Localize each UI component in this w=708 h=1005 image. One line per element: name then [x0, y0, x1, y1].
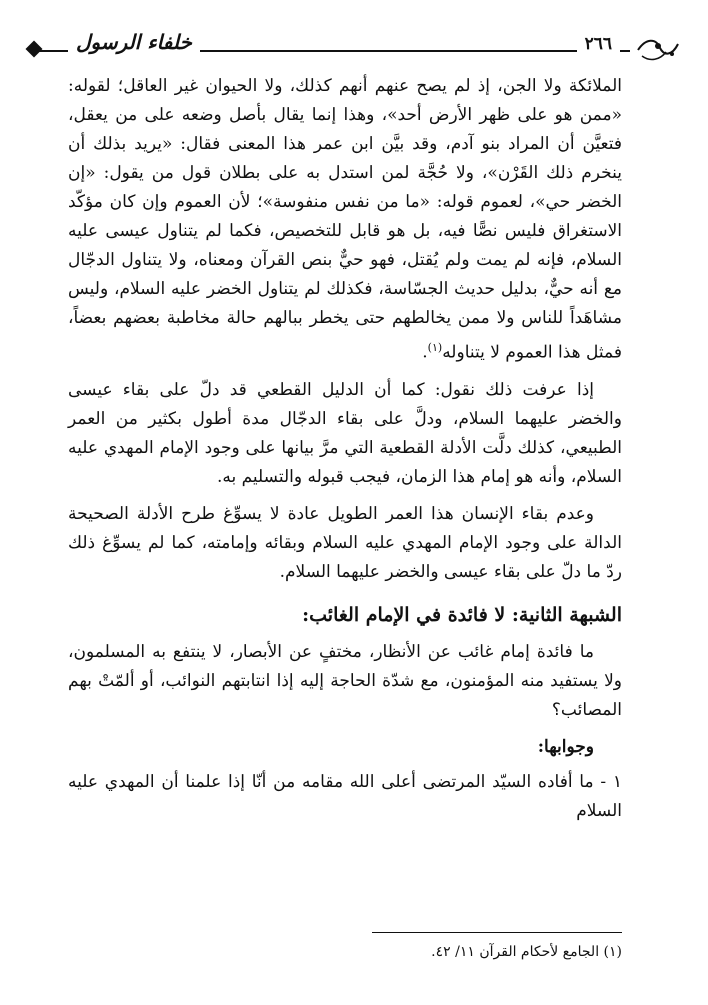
page-number: ٢٦٦	[577, 34, 620, 54]
section-heading: الشبهة الثانية: لا فائدة في الإمام الغائب:	[302, 603, 622, 626]
page-body	[68, 72, 622, 834]
line: كذلك دلَّت الأدلة القطعية التي مرَّ بيانها على وجود الإمام المهدي عليه السلام، وأنه هو	[68, 437, 622, 487]
line: الاستغراق فليس نصًّا فيه، بل هو قابل للتخصيص، فكما لم يتناول عيسى عليه السلام،	[68, 221, 622, 270]
paragraph-4	[68, 638, 622, 725]
line: والخضر عليهما السلام، ودلَّ على بقاء الدجّال مدة أطول بكثير من العمر الطبيعي،	[68, 408, 622, 458]
line: إمام هذا الزمان، فيجب قبوله والتسليم به.	[216, 466, 511, 487]
ornament-icon	[636, 34, 680, 64]
line: «ممن هو على ظهر الأرض أحد»، وهذا إنما يقال بأصل وضعه على من يعقل،	[68, 105, 622, 125]
diamond-icon	[26, 41, 43, 58]
line: إذا عرفت ذلك نقول: كما أن الدليل القطعي قد دلّ على بقاء عيسى	[68, 379, 594, 400]
line: الصحيحة الدالة على وجود الإمام المهدي عليه السلام وبقائه وإمامته، كما لم يسوِّغ ذلك	[68, 503, 622, 553]
page-header	[28, 30, 680, 64]
line-end: .	[422, 342, 428, 363]
running-title: خلفاء الرسول	[68, 30, 200, 54]
line: ردّ ما دلّ على بقاء عيسى والخضر عليهما السلام.	[279, 561, 622, 582]
line: ذلك القَرْن»، ولا حُجَّة لمن استدل به على بطلان قول من يقول: «إن الخضر	[68, 163, 622, 212]
footnote-ref[interactable]: (١)	[427, 341, 443, 354]
line: ألمّتْ بهم المصائب؟	[68, 670, 622, 720]
line: الملائكة ولا الجن، إذ لم يصح عنهم أنهم كذلك، ولا الحيوان غير العاقل؛ لقوله:	[68, 76, 622, 96]
list-item-1: ١ - ما أفاده السيّد المرتضى أعلى الله مقامه من أنّا إذا علمنا أن المهدي عليه السلام	[68, 771, 622, 821]
line: حيٌّ، بدليل حديث الجسّاسة، فكذلك لم يتناول الخضر عليه السلام، وليس مشاهَداً	[68, 279, 622, 328]
paragraph-3	[68, 500, 622, 587]
line: حي»، لعموم قوله: «ما من نفس منفوسة»؛ لأن العموم وإن كان مؤكّد	[68, 192, 571, 212]
line: المسلمون، ولا يستفيد منه المؤمنون، مع شدّة الحاجة إليه إذا انتابتهم النوائب، أو	[68, 641, 622, 691]
line: العموم لا يتناوله	[442, 342, 553, 363]
footnote-rule	[372, 932, 622, 933]
paragraph-2	[68, 376, 622, 492]
footnote: (١) الجامع لأحكام القرآن ١١/ ٤٢.	[431, 944, 622, 960]
line: فتعيَّن أن المراد بنو آدم، وقد بيَّن ابن عمر هذا المعنى فقال: «يريد بذلك أن ينخرم	[68, 134, 623, 183]
answer-label: وجوابها:	[537, 736, 594, 757]
paragraph-1	[68, 72, 622, 368]
line: فإنه لم يمت ولم يُقتل، فهو حيٌّ بنص القرآن ومعناه، ولا يتناول الدجّال مع أنه	[68, 250, 622, 299]
line: وعدم بقاء الإنسان هذا العمر الطويل عادة لا يسوِّغ طرح الأدلة	[136, 503, 595, 524]
line: ما فائدة إمام غائب عن الأنظار، مختفٍ عن الأبصار، لا ينتفع به	[152, 641, 594, 662]
line: للناس ولا ممن يخالطهم حتى يخطر ببالهم حالة مخاطبة بعضهم بعضاً، فمثل هذا	[68, 308, 622, 363]
